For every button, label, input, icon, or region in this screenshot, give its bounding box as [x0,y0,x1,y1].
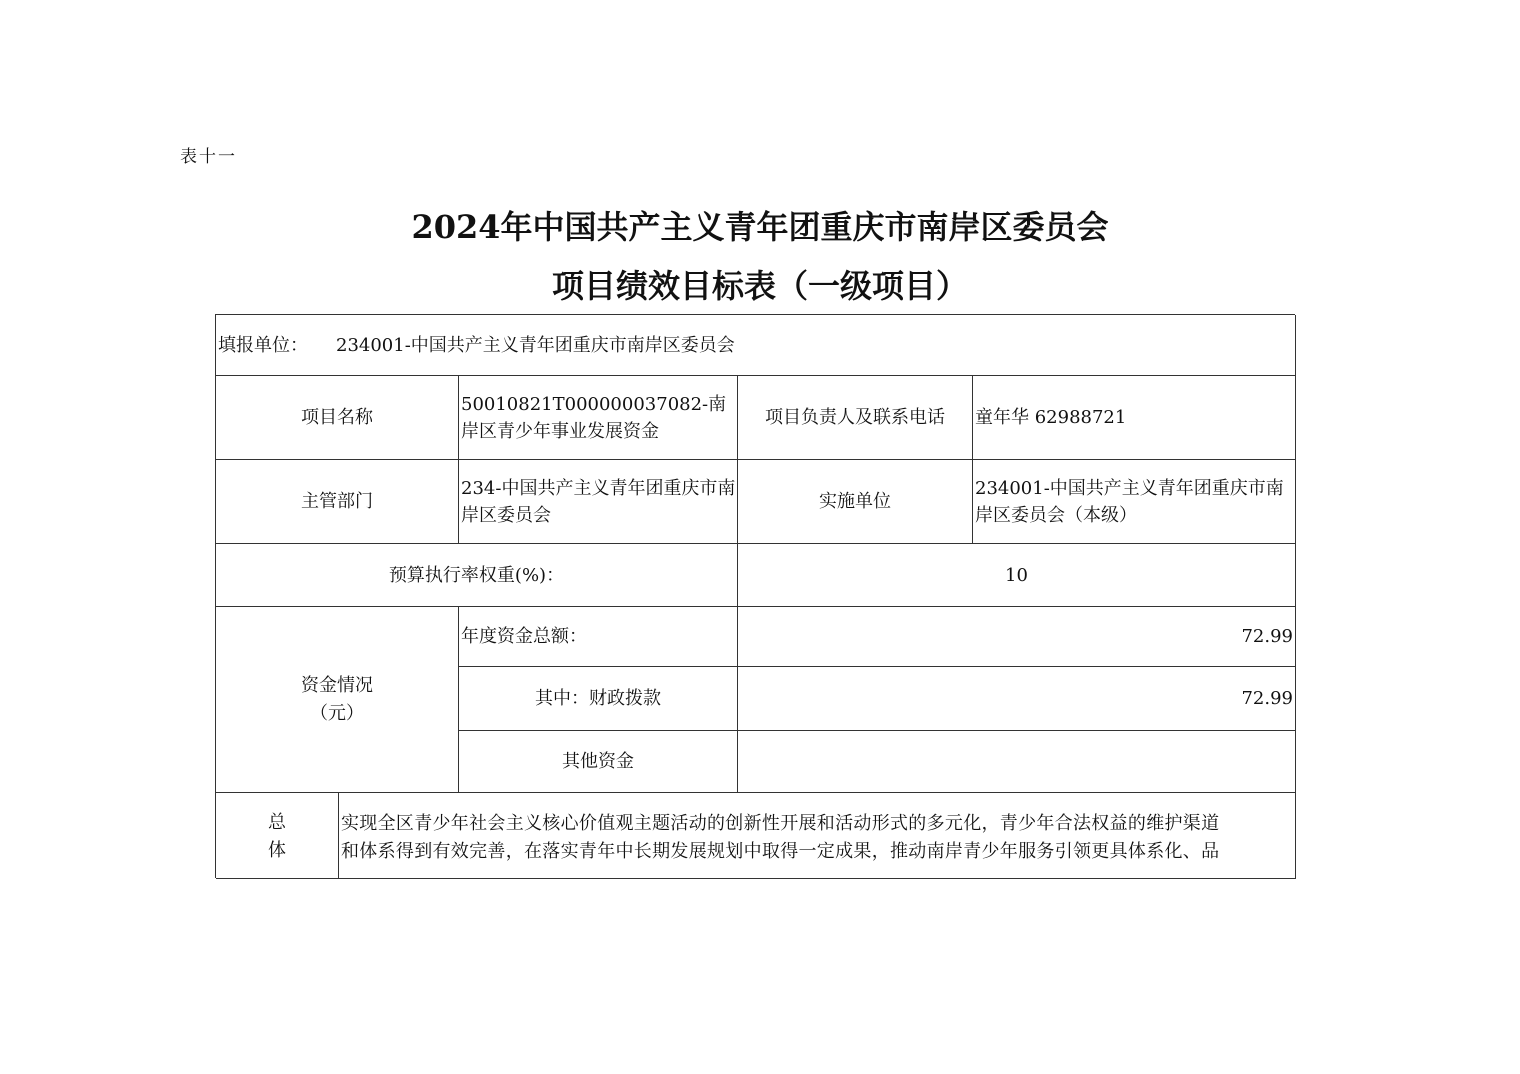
page-title-line2: 项目绩效目标表（一级项目） [551,267,968,305]
contact-label: 项目负责人及联系电话 [738,376,973,460]
overall-text-line1: 实现全区青少年社会主义核心价值观主题活动的创新性开展和活动形式的多元化，青少年合法权益的维护渠道 [341,813,1220,834]
department-label: 主管部门 [216,460,459,544]
impl-unit-value: 234001-中国共产主义青年团重庆市南岸区委员会（本级） [973,460,1296,544]
overall-text-line2: 和体系得到有效完善，在落实青年中长期发展规划中取得一定成果，推动南岸青少年服务引领更具体系化、品 [341,841,1220,862]
fiscal-funds-label: 其中：财政拨款 [459,667,738,731]
contact-value: 童年华 62988721 [973,376,1296,460]
funds-label-line1: 资金情况 [301,674,373,696]
doc-label: 表十一 [180,147,237,167]
budget-weight-value: 10 [738,544,1296,607]
page-title-line1: 2024年中国共产主义青年团重庆市南岸区委员会 [411,208,1109,246]
overall-label-char1: 总 [268,812,286,833]
fill-unit-row [216,315,1296,376]
funds-label-line2: （元） [310,702,364,724]
department-value: 234-中国共产主义青年团重庆市南岸区委员会 [459,460,738,544]
overall-goal-text [339,793,1296,879]
funds-label [216,607,459,793]
fill-unit-value: 234001-中国共产主义青年团重庆市南岸区委员会 [336,334,735,356]
fiscal-funds-value: 72.99 [738,667,1296,731]
annual-funds-value: 72.99 [738,607,1296,667]
project-name-label: 项目名称 [216,376,459,460]
other-funds-label: 其他资金 [459,731,738,793]
project-name-value: 50010821T000000037082-南岸区青少年事业发展资金 [459,376,738,460]
budget-weight-label: 预算执行率权重(%)： [216,544,738,607]
overall-label-char2: 体 [268,840,286,861]
performance-table [215,314,1295,878]
annual-funds-label: 年度资金总额： [459,607,738,667]
overall-goal-label [216,793,339,879]
impl-unit-label: 实施单位 [738,460,973,544]
fill-unit-label: 填报单位： [218,334,308,356]
other-funds-value [738,731,1296,793]
